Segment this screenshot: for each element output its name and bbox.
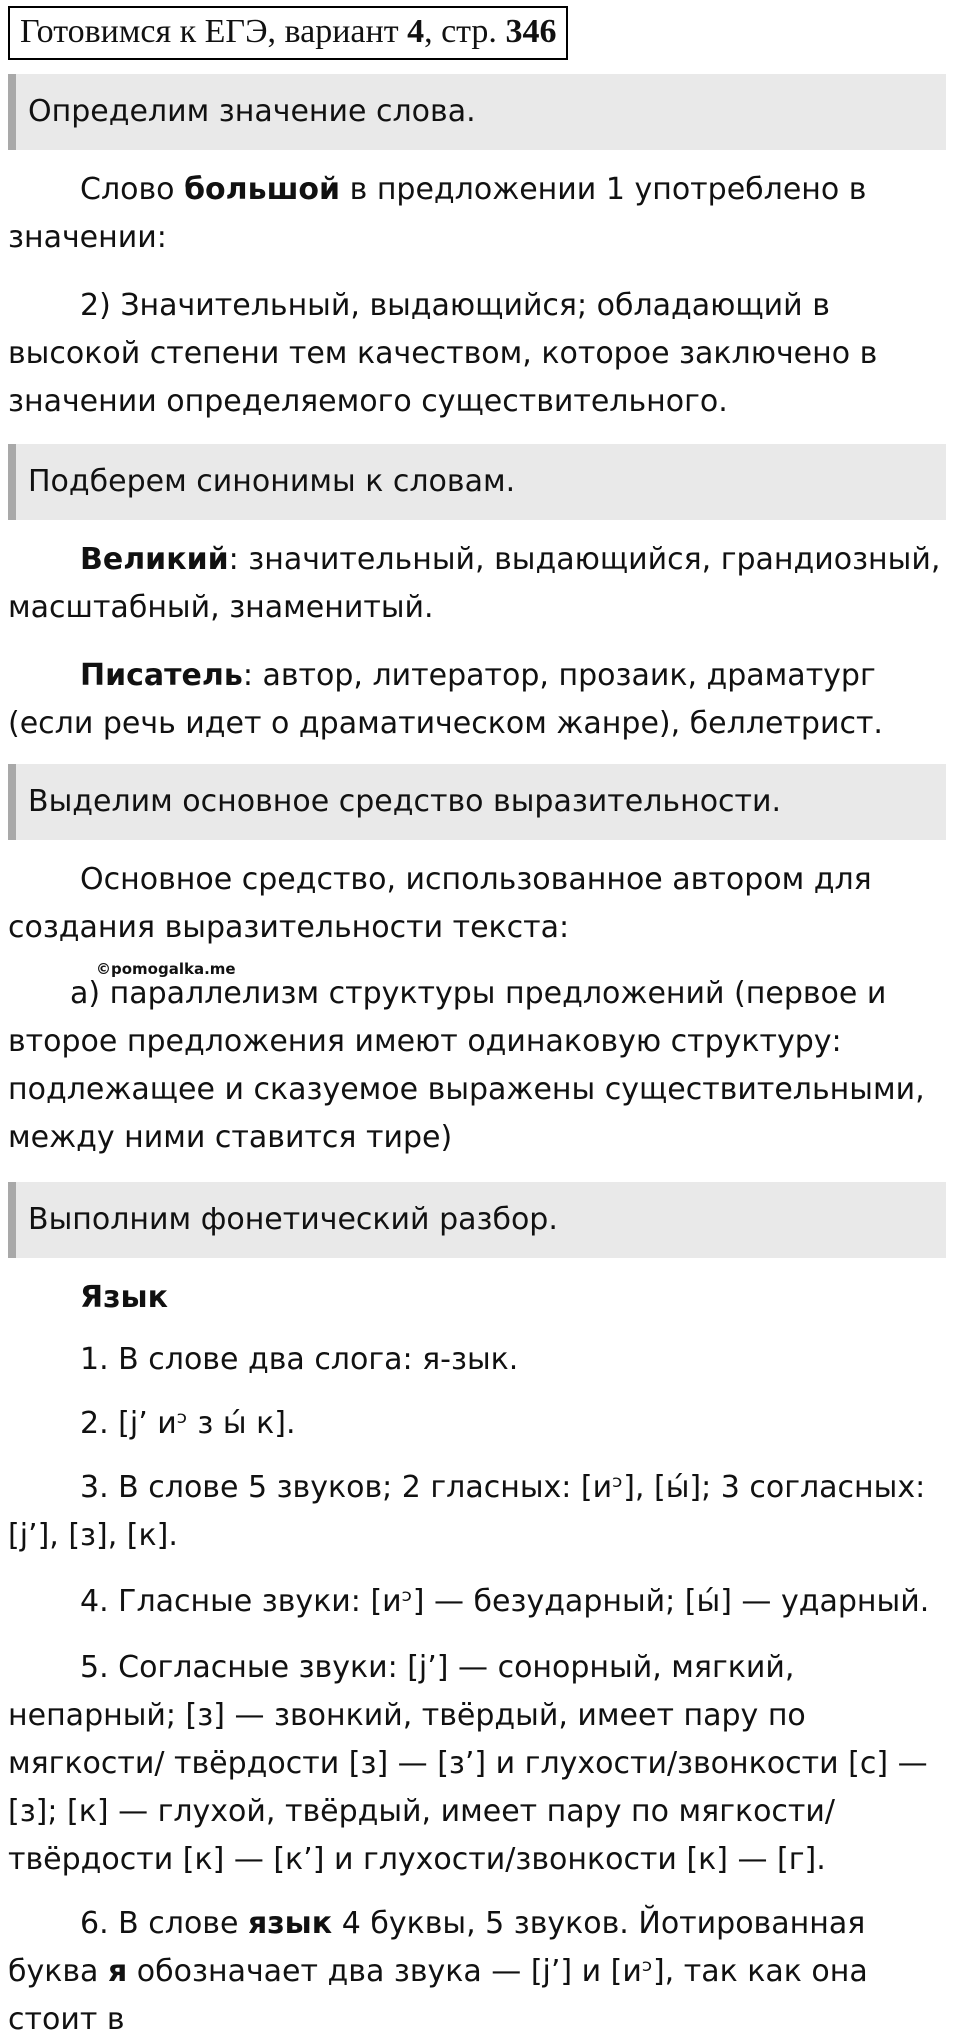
variant-number: 4 [407, 13, 425, 50]
meaning-paragraph-2: 2) Значительный, выдающийся; обладающий в высокой степени тем качеством, которое заключено в значении определяемого существительного. [8, 288, 878, 419]
meaning-text-pre: Слово [80, 172, 185, 207]
synonym-word-1: Великий [80, 542, 229, 577]
phonetic-line-2: 2. [j’ иᵓ з ы́ к]. [80, 1406, 296, 1441]
section-heading-means: Выделим основное средство выразительности. [8, 764, 946, 840]
synonym-list-1: : значительный, выдающийся, грандиозный, масштабный, знаменитый. [8, 542, 941, 625]
phonetic-line-5: 5. Согласные звуки: [j’] — сонорный, мягкий, непарный; [з] — звонкий, твёрдый, имеет пару по мягкости/ твёрдости [з] — [з’] и глухости/звонкости [с] — [з]; [к] — глухой, твёрдый, имеет пару по мягкости/ твёрдости [к] — [к’] и глухости/звонкости [к] — [г]. [8, 1650, 928, 1877]
phonetic-word-bold: Язык [80, 1280, 169, 1315]
phonetic-line-4: 4. Гласные звуки: [иᵓ] — безударный; [ы́] — ударный. [80, 1584, 930, 1619]
page-title [8, 6, 568, 60]
title-prefix: Готовимся к ЕГЭ, вариант [20, 13, 408, 50]
means-paragraph-1: Основное средство, использованное автором для создания выразительности текста: [8, 862, 872, 945]
synonym-word-2: Писатель [80, 658, 243, 693]
line6-mid: 4 буквы, 5 звуков. Йотированная буква [8, 1906, 866, 1989]
synonyms-paragraph-1 [8, 536, 953, 632]
page-number: 346 [505, 13, 557, 50]
meaning-paragraph-1 [8, 166, 953, 262]
means-paragraph-2: а) параллелизм структуры предложений (первое и второе предложения имеют одинаковую структуру: подлежащее и сказуемое выражены существительными, между ними ставится тире) [8, 976, 925, 1155]
title-middle: , стр. [424, 13, 506, 50]
synonym-list-2: : автор, литератор, прозаик, драматург (если речь идет о драматическом жанре), беллетрист. [8, 658, 883, 741]
line6-pre: 6. В слове [80, 1906, 248, 1941]
watermark: ©pomogalka.me [96, 960, 236, 978]
meaning-keyword: большой [184, 172, 341, 207]
section-heading-phonetic: Выполним фонетический разбор. [8, 1182, 946, 1258]
synonyms-paragraph-2 [8, 652, 953, 748]
line6-word: язык [247, 1906, 333, 1941]
phonetic-line-6 [8, 1900, 953, 2044]
line6-letter: я [107, 1954, 128, 1989]
line6-post: обозначает два звука — [j’] и [иᵓ], так как она стоит в [8, 1954, 868, 2037]
section-heading-meaning: Определим значение слова. [8, 74, 946, 150]
meaning-text-post: в предложении 1 употреблено в значении: [8, 172, 867, 255]
phonetic-word [8, 1274, 953, 1322]
phonetic-line-3: 3. В слове 5 звуков; 2 гласных: [иᵓ], [ы́]; 3 согласных: [j’], [з], [к]. [8, 1470, 926, 1553]
section-heading-synonyms: Подберем синонимы к словам. [8, 444, 946, 520]
phonetic-line-1: 1. В слове два слога: я-зык. [80, 1342, 519, 1377]
